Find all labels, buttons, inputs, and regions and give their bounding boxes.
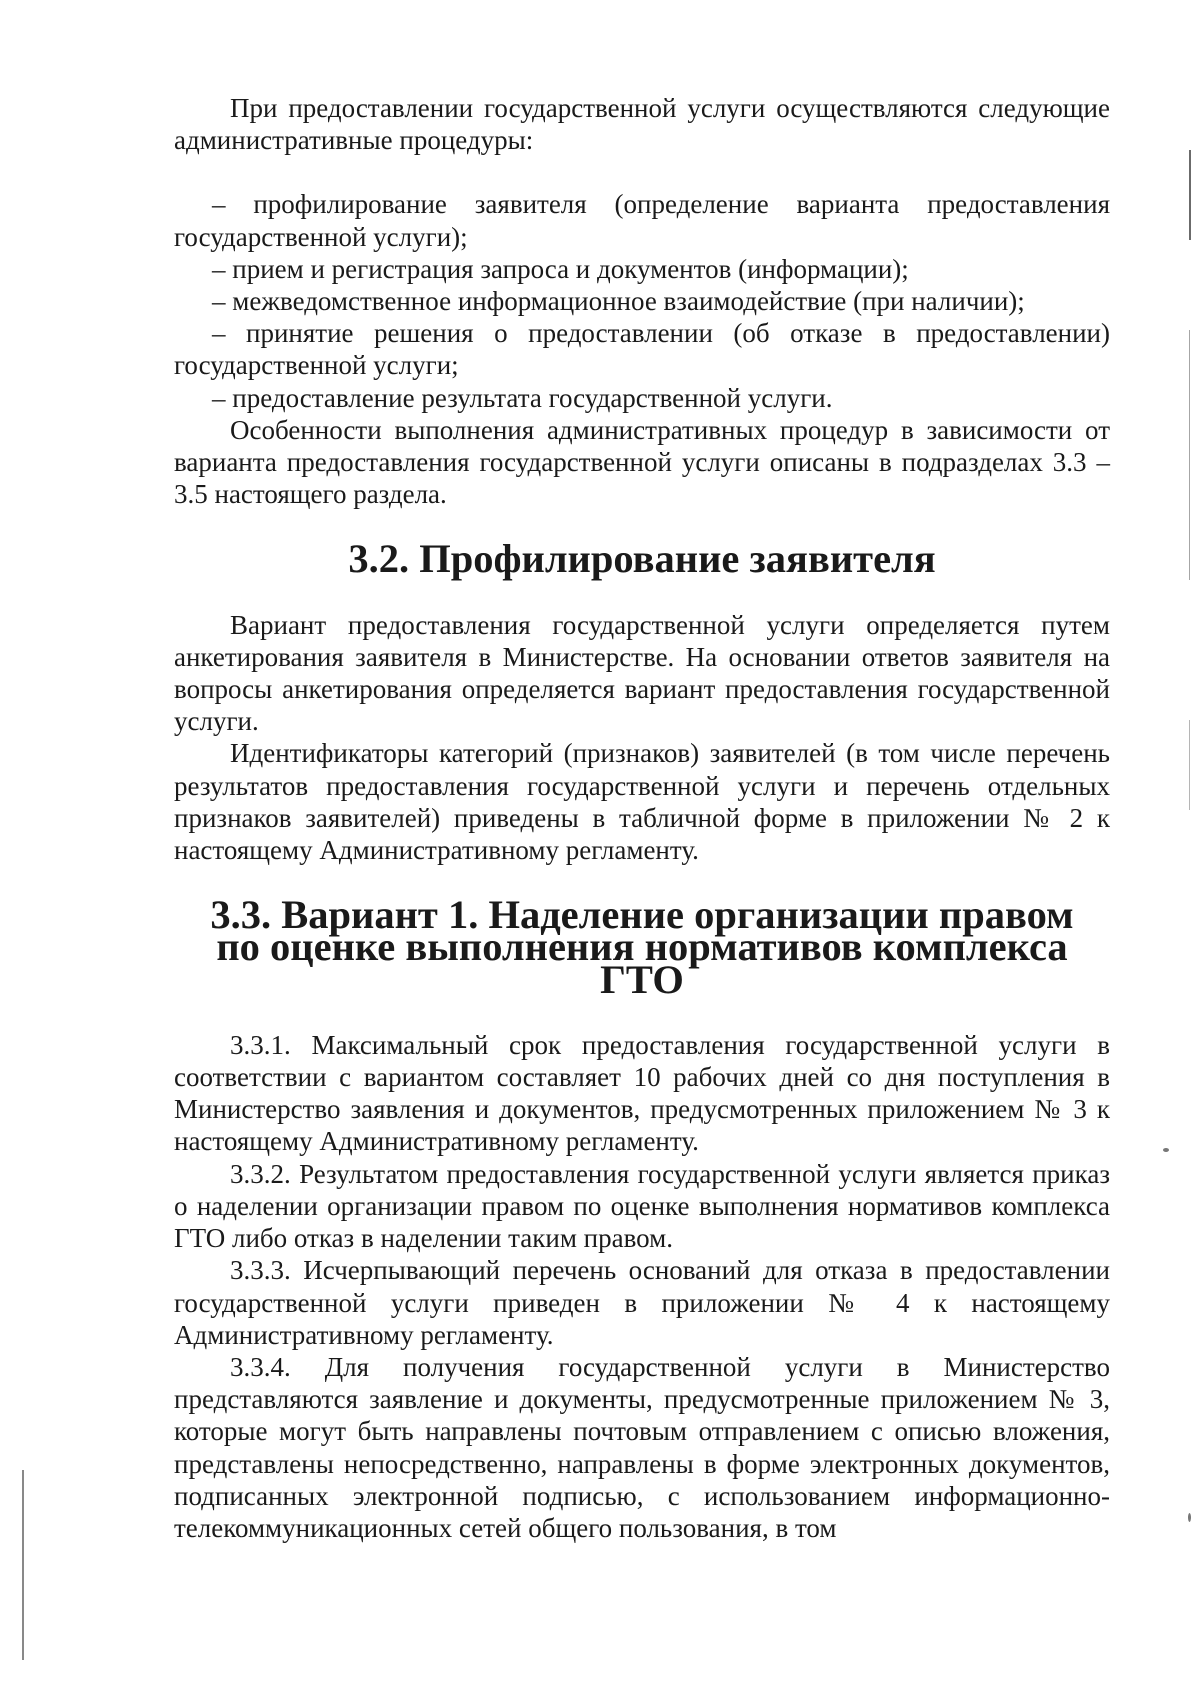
procedures-list — [174, 188, 1110, 413]
procedure-item: – межведомственное информационное взаимодействие (при наличии); — [212, 286, 1025, 317]
scan-edge-line-left — [22, 1470, 24, 1660]
scan-edge-line-right — [1189, 150, 1191, 240]
document-page — [174, 92, 1110, 1544]
intro-paragraph: При предоставлении государственной услуги осуществляются следующие административные процедуры: — [174, 93, 1110, 156]
section-paragraph: 3.3.4. Для получения государственной услуги в Министерство представляются заявление и документы, предусмотренные приложением № 3, которые могут быть направлены почтовым отправлением с описью вложения, представлены непосредственно, направлены в форме электронных документов, подписанных электронной подписью, с использованием информационно-телекоммуникационных сетей общего пользования, в том — [174, 1351, 1110, 1543]
section-paragraph: Идентификаторы категорий (признаков) заявителей (в том числе перечень результатов предоставления государственной услуги и перечень отдельных признаков заявителей) приведены в табличной форме в приложении № 2 к настоящему Административному регламенту. — [174, 738, 1110, 866]
section-paragraph: 3.3.1. Максимальный срок предоставления государственной услуги в соответствии с вариантом составляет 10 рабочих дней со дня поступления в Министерство заявления и документов, предусмотренных приложением № 3 к настоящему Административному регламенту. — [174, 1029, 1110, 1157]
procedure-item: – прием и регистрация запроса и документов (информации); — [212, 253, 909, 284]
scan-speck — [1163, 1148, 1169, 1152]
section-heading-3-3: 3.3. Вариант 1. Наделение организации правом по оценке выполнения нормативов комплекса ГТО — [210, 892, 1074, 1002]
section-paragraph: Вариант предоставления государственной услуги определяется путем анкетирования заявителя в Министерстве. На основании ответов заявителя на вопросы анкетирования определяется вариант предоставления государственной услуги. — [174, 609, 1110, 737]
scan-edge-line-right — [1189, 330, 1190, 580]
section-paragraph: 3.3.3. Исчерпывающий перечень оснований для отказа в предоставлении государственной услуги приведен в приложении № 4 к настоящему Административному регламенту. — [174, 1255, 1110, 1350]
section-heading-3-2: 3.2. Профилирование заявителя — [348, 536, 936, 582]
scan-edge-line-right — [1189, 720, 1190, 810]
scan-speck — [1188, 1513, 1191, 1522]
procedure-item: – предоставление результата государственной услуги. — [212, 382, 833, 413]
section-paragraph: 3.3.2. Результатом предоставления государственной услуги является приказ о наделении организации правом по оценке выполнения нормативов комплекса ГТО либо отказ в наделении таким правом. — [174, 1158, 1110, 1254]
procedure-item: – принятие решения о предоставлении (об отказе в предоставлении) государственной услуги; — [174, 318, 1110, 381]
features-paragraph: Особенности выполнения административных процедур в зависимости от варианта предоставления государственной услуги описаны в подразделах 3.3 – 3.5 настоящего раздела. — [174, 414, 1110, 510]
procedure-item: – профилирование заявителя (определение варианта предоставления государственной услуги); — [174, 189, 1110, 252]
